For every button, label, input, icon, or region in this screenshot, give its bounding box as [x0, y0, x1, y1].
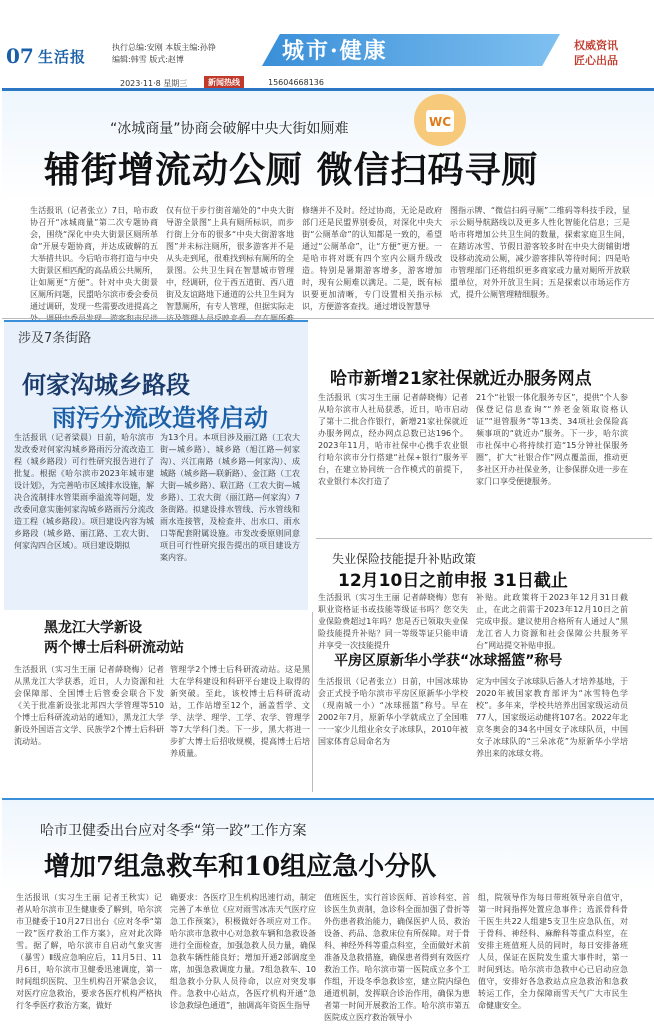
column-divider: [312, 612, 313, 792]
story-5-headline: [44, 618, 184, 658]
story-7-col-3: 值班医生，实行首诊医师、首诊科室、首诊医生负责制，急诊科全面加强了骨折等外伤患者救治能力，确保医护人员、救治设备、药品、急救床位有所保障。对于骨科、神经外科等重点科室，全面做好术前准备及急救措施，确保患者得到有效医疗救治工作。哈尔滨市第一医院成立多个工作组，开设冬季急救诊室，建立院内绿色通道机制，发挥联合诊治作用，确保为患者第一时间开展救治工作。哈尔滨市第五医院成立医疗救治领导小: [324, 893, 470, 1022]
story-5-col-1: 生活报讯（实习生王丽 记者薛晓梅）记者从黑龙江大学获悉，近日，人力资源和社会保障部、全国博士后管委会联合下发《关于批准新设张北邦四大学管理等510个博士后科研流动站的通知》，黑龙江大学新设外国语言文学、民族学2个博士后科研流动站。: [14, 665, 164, 746]
editor-line-1: 执行总编:安刚 本版主编:孙铮: [112, 43, 216, 52]
story-7-headline: 增加7组急救车和10组应急小分队: [44, 852, 437, 882]
lead-story-col-4: 图指示牌、“微信扫码寻厕”二维码等科技手段，显示公厕导航路线以及更多人性化智能化信息；三是哈市将增加公共卫生间的数量，探索家庭卫生间，在踏访冰雪、节假日游客较多时在中央大街辅街增设移动流动公厕，减少游客排队等待时间；四是哈市管理部门还将组织更多商家或力量对厕所开放联盟单位，对外开放卫生间；五是探索以市场运作方式，提升公厕管理精细服务。: [450, 206, 630, 299]
story-6-col-2: 定为中国女子冰球队后备人才培养基地，于2020年被国家教育部评为“冰雪特色学校”。多年来，学校共培养出国家级运动员77人，国家级运动健将107名。2022年北京冬奥会的34名中国女子冰球队员，中国女子冰球队的“三朵冰花”为原新华小学培养出来的冰球女将。: [476, 677, 628, 758]
masthead: [0, 0, 654, 88]
story-2-kicker: 涉及7条街路: [18, 331, 92, 346]
story-6-headline: 平房区原新华小学获“冰球摇篮”称号: [334, 653, 563, 669]
divider: [316, 538, 652, 539]
story-3-col-2: 21个“社银一体化服务专区”，提供“个人参保登记信息查询”“养老金领取资格认证”“退管服务”等13类、34项社会保险高频事项的“就近办”服务。下一步，哈尔滨市社保中心将持续打造“15分钟社保服务圈”，扩大“社银合作”网点覆盖面，推动更多社区开办社保业务，让参保群众进一步在家门口享受便捷服务。: [476, 393, 628, 486]
lead-story-col-3: 修缮并不及时。经过协商，无论是政府部门还是民盟界别委员，对深化中央大街“公厕革命”的认知都是一致的，希望通过“公厕革命”，让“方便”更方便。一是哈市将对既有四个室内公厕升级改造。特别是暑期游客增多，游客增加时，现有公厕难以满足。二是，既有标识要更加清晰，专门设置相关指示标识，方便游客查找。通过增设智慧导: [302, 206, 442, 311]
toilet-sign-icon: [410, 90, 470, 150]
divider: [2, 318, 654, 319]
story-6-col-1: 生活报讯（记者张立）日前，中国冰球协会正式授予哈尔滨市平房区原新华小学校（现南城一小）“冰球摇篮”称号。早在2002年7月，原新华小学就成立了全国唯一一家少儿组业余女子冰球队，2010年被国家体育总局命名为: [318, 677, 468, 746]
lead-story-col-1: 生活报讯（记者张立）7日，哈市政协召开“冰城商量”第二次专题协商会，围绕“深化中央大街景区厕所革命”开展专题协商，并达成破解的五大举措共识。今后哈市将打造与中央大街景区相匹配的高品质公共厕所，让如厕更“方便”。针对中央大街景区厕所问题，民盟哈尔滨市委会委员通过调研，发现一些需要改进提高之: [30, 206, 158, 311]
hotline-number: 15604668136: [268, 78, 324, 87]
editor-credits: [112, 42, 216, 66]
lead-story-kicker: “冰城商量”协商会破解中央大街如厕难: [110, 121, 349, 137]
story-7-col-1: 生活报讯（实习生王丽 记者王秋实）记者从哈尔滨市卫生健康委了解到，哈尔滨市卫健委于10月27日出台《应对冬季“第一跤”医疗救治工作方案》，应对此次降雪。据了解，哈尔滨市自启动气象灾害（暴雪）Ⅱ级应急响应后，11月5日、11月6日，哈尔滨市卫健委迅速调度，第一时间组织医院、卫生机构召开紧急会议，对医疗应急救治，要求各医疗机构严格执行冬季医疗救治方案，做好: [16, 893, 162, 1010]
story-5-headline-line-2: 两个博士后科研流动站: [44, 640, 184, 656]
story-4-kicker: 失业保险技能提升补贴政策: [332, 552, 477, 566]
story-4-headline: 12月10日之前申报 31日截止: [338, 571, 568, 591]
slogan-line-2: 匠心出品: [574, 54, 618, 67]
hotline-label: 新闻热线: [204, 76, 244, 89]
lead-story-headline: 辅街增流动公厕 微信扫码寻厕: [44, 149, 539, 191]
slogan: [574, 38, 618, 68]
story-2-col-1: 生活报讯（记者梁晨）日前，哈尔滨市发改委对何家沟城乡路雨污分流改造工程（城乡路段）可行性研究报告进行了批复。根据《哈尔滨市2023年城市建设计划》，为完善哈市区域排水设施，解决合流制排水管渠雨季溢流等问题，发改委同意实施何家沟城乡路雨污分流改造工程（城乡路段）。项目建设内容为城乡路段（城乡路、丽江路、工农大街、何家沟四合区域）。项目建设期拟: [14, 433, 154, 550]
story-3-headline: 哈市新增21家社保就近办服务网点: [330, 369, 592, 389]
slogan-line-1: 权威资讯: [574, 39, 618, 52]
lead-story-col-2: 仅有位于步行街首端处的“中央大街导游全景图”上具有厕所标识，而步行街上分布的很多“中央大街游客地图”并未标注厕所，很多游客并不是从头走到尾，很难找到标有厕所的全景图。公共卫生间在智慧城市管理中，经调研，位于西五道街、西八道街及友谊路地下通道的公共卫生间为智慧厕所，有专人管理，但据实际走: [166, 206, 294, 311]
dateline: 2023·11·8 星期三: [120, 79, 188, 88]
editor-line-2: 编辑:韩雪 版式:赵博: [112, 55, 184, 64]
svg-text:WC: WC: [428, 115, 452, 129]
story-7-col-2: 确要求：各医疗卫生机构迅速行动，制定完善了本单位《应对雨雪冰冻天气医疗应急工作预案》，积极做好各项应对工作。哈尔滨市急救中心对急救车辆和急救设备进行全面检查，加强急救人员力量，确保急救车辆性能良好；增加开通2部调度坐席，加强急救调度力量。7组急救车、10组急救小分队人员待命，以应对突发事件。急救中心站点，各医疗机构开通“急诊急救绿色通道”，抽调高年资医生指导: [170, 893, 316, 1010]
section-title: 城市·健康: [282, 38, 388, 64]
story-4-col-2: 补贴。此政策将于2023年12月31日截止，在此之前需于2023年12月10日之前完成申报。建议使用合格所有人通过人“黑龙江省人力资源和社会保障公共服务平台”网站提交补贴申报。: [476, 593, 628, 650]
story-3-col-1: 生活报讯（实习生王丽 记者薛晓梅）记者从哈尔滨市人社局获悉，近日，哈市启动了第十二批合作银行，新增21家社保就近办服务网点，经办网点总数已达196个。2023年11月，哈市社保中心携手农业银行哈尔滨市分行搭建“社保+银行”服务平台，在建立协同统一合作模式的前提下，农业银行本次打造了: [318, 393, 468, 486]
story-5-headline-line-1: 黑龙江大学新设: [44, 620, 142, 636]
story-4-col-1: 生活报讯（实习生王丽 记者薛晓梅）您有职业资格证书或技能等级证书吗？您交失业保险费超过1年吗？您是否已领取失业保险技能提升补贴？同一等级等证只能申请并享受一次技能提升: [318, 593, 468, 650]
story-7-col-4: 组，院领导作为每日带班领导亲自值守，第一时间指挥处置应急事件；选派骨科骨干医生共22人组建5支卫生应急队伍，对于骨科、神经科、麻醉科等重点科室，在安排主班值班人员的同时，每日安排备班人员，保证在医院发生重大事件时，第一时间到达。哈尔滨市急救中心已启动应急值守，安排好各急救站点应急救治和急救转运工作，全力保障雨雪天气广大市民生命健康安全。: [478, 893, 628, 1010]
story-5-col-2: 管理学2个博士后科研流动站。这是黑大在学科建设和科研平台建设上取得的新突破。至此，该校博士后科研流动站，工作站增至12个，涵盖哲学、文学、法学、理学、工学、农学、管理学等7大学科门类。下一步，黑大将进一步扩大博士后招收规模，提高博士后培养质量。: [170, 665, 310, 758]
story-2-col-2: 为13个月。本项目涉及丽江路（工农大街—城乡路）、城乡路（旭江路—何家沟）、兴江南路（城乡路—何家沟）、成城路（城乡路—联新路）、金江路（工农大街—城乡路）、联江路（工农大街—城乡路）、工农大街（丽江路—何家沟）7条街路。拟建设排水管线、污水管线和雨水连接管，及检查井、出水口、雨水口等配套附属设施。市发改委原则同意项目可行性研究报告提出的项目建设方案内容。: [160, 433, 300, 562]
story-7-kicker: 哈市卫健委出台应对冬季“第一跤”工作方案: [40, 823, 307, 839]
page-number: 07: [6, 44, 34, 68]
story-2-headline-line-2: 雨污分流改造将启动: [52, 403, 268, 432]
paper-name: 生活报: [38, 48, 87, 66]
story-2-headline-line-1: 何家沟城乡路段: [22, 370, 190, 399]
